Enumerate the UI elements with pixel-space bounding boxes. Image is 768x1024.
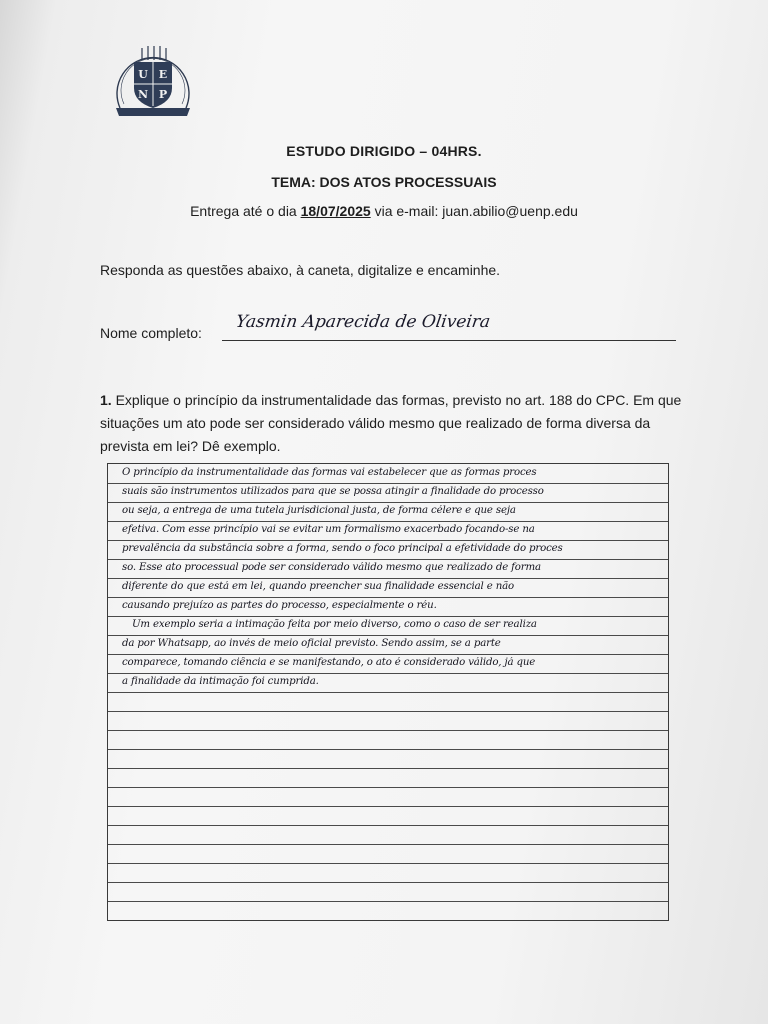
question-number: 1. bbox=[100, 392, 112, 408]
answer-rule-line bbox=[108, 521, 668, 522]
answer-handwritten-line: ou seja, a entrega de uma tutela jurisdicional justa, de forma célere e que seja bbox=[122, 505, 516, 516]
answer-handwritten-line: comparece, tomando ciência e se manifestando, o ato é considerado válido, já que bbox=[122, 657, 536, 668]
question-1 bbox=[100, 389, 690, 458]
answer-rule-line bbox=[108, 559, 668, 560]
logo-banner bbox=[116, 108, 190, 116]
answer-rule-line bbox=[108, 711, 668, 712]
answer-handwritten-line: efetiva. Com esse princípio vai se evitar um formalismo exacerbado focando-se na bbox=[122, 524, 535, 535]
question-text: Explique o princípio da instrumentalidade das formas, previsto no art. 188 do CPC. Em que situações um ato pode ser considerado válido mesmo que realizado de forma diversa da prevista em lei? Dê exemplo. bbox=[100, 392, 682, 454]
answer-rule-line bbox=[108, 768, 668, 769]
delivery-prefix: Entrega até o dia bbox=[190, 203, 301, 219]
instructions-text: Responda as questões abaixo, à caneta, digitalize e encaminhe. bbox=[100, 262, 501, 278]
answer-handwritten-line: da por Whatsapp, ao invés de meio oficial previsto. Sendo assim, se a parte bbox=[122, 638, 501, 649]
answer-handwritten-line: prevalência da substância sobre a forma, sendo o foco principal a efetividade do proces bbox=[122, 543, 563, 554]
name-label: Nome completo: bbox=[100, 325, 202, 341]
university-logo bbox=[110, 38, 196, 120]
answer-handwritten-line: causando prejuízo as partes do processo, especialmente o réu. bbox=[122, 600, 437, 611]
answer-rule-line bbox=[108, 806, 668, 807]
answer-rule-line bbox=[108, 749, 668, 750]
answer-handwritten-line: a finalidade da intimação foi cumprida. bbox=[122, 676, 319, 687]
answer-rule-line bbox=[108, 730, 668, 731]
answer-rule-line bbox=[108, 616, 668, 617]
answer-rule-line bbox=[108, 578, 668, 579]
answer-rule-line bbox=[108, 901, 668, 902]
logo-letter-p: P bbox=[158, 88, 168, 101]
delivery-info bbox=[0, 203, 768, 219]
answer-rule-line bbox=[108, 863, 668, 864]
answer-handwritten-line: diferente do que está em lei, quando preencher sua finalidade essencial e não bbox=[122, 581, 515, 592]
answer-rule-line bbox=[108, 540, 668, 541]
name-underline bbox=[222, 340, 676, 341]
answer-rule-line bbox=[108, 654, 668, 655]
answer-rule-line bbox=[108, 635, 668, 636]
answer-handwritten-line: Um exemplo seria a intimação feita por meio diverso, como o caso de ser realiza bbox=[132, 619, 537, 630]
delivery-date: 18/07/2025 bbox=[300, 203, 371, 219]
name-value: Yasmin Aparecida de Oliveira bbox=[234, 312, 492, 332]
answer-rule-line bbox=[108, 483, 668, 484]
answer-handwritten-line: suais são instrumentos utilizados para que se possa atingir a finalidade do processo bbox=[122, 486, 544, 497]
answer-box bbox=[107, 463, 669, 921]
answer-rule-line bbox=[108, 844, 668, 845]
answer-handwritten-line: O princípio da instrumentalidade das formas vai estabelecer que as formas proces bbox=[122, 467, 537, 478]
answer-rule-line bbox=[108, 787, 668, 788]
answer-rule-line bbox=[108, 692, 668, 693]
answer-rule-line bbox=[108, 673, 668, 674]
document-title: ESTUDO DIRIGIDO – 04HRS. bbox=[286, 143, 482, 159]
answer-rule-line bbox=[108, 825, 668, 826]
delivery-suffix: via e-mail: juan.abilio@uenp.edu bbox=[370, 203, 578, 219]
answer-handwritten-line: so. Esse ato processual pode ser considerado válido mesmo que realizado de forma bbox=[122, 562, 541, 573]
logo-letter-n: N bbox=[137, 88, 149, 101]
answer-rule-line bbox=[108, 597, 668, 598]
answer-rule-line bbox=[108, 882, 668, 883]
logo-letter-e: E bbox=[158, 68, 168, 81]
document-theme: TEMA: DOS ATOS PROCESSUAIS bbox=[271, 174, 497, 190]
logo-letter-u: U bbox=[138, 68, 148, 81]
answer-rule-line bbox=[108, 502, 668, 503]
